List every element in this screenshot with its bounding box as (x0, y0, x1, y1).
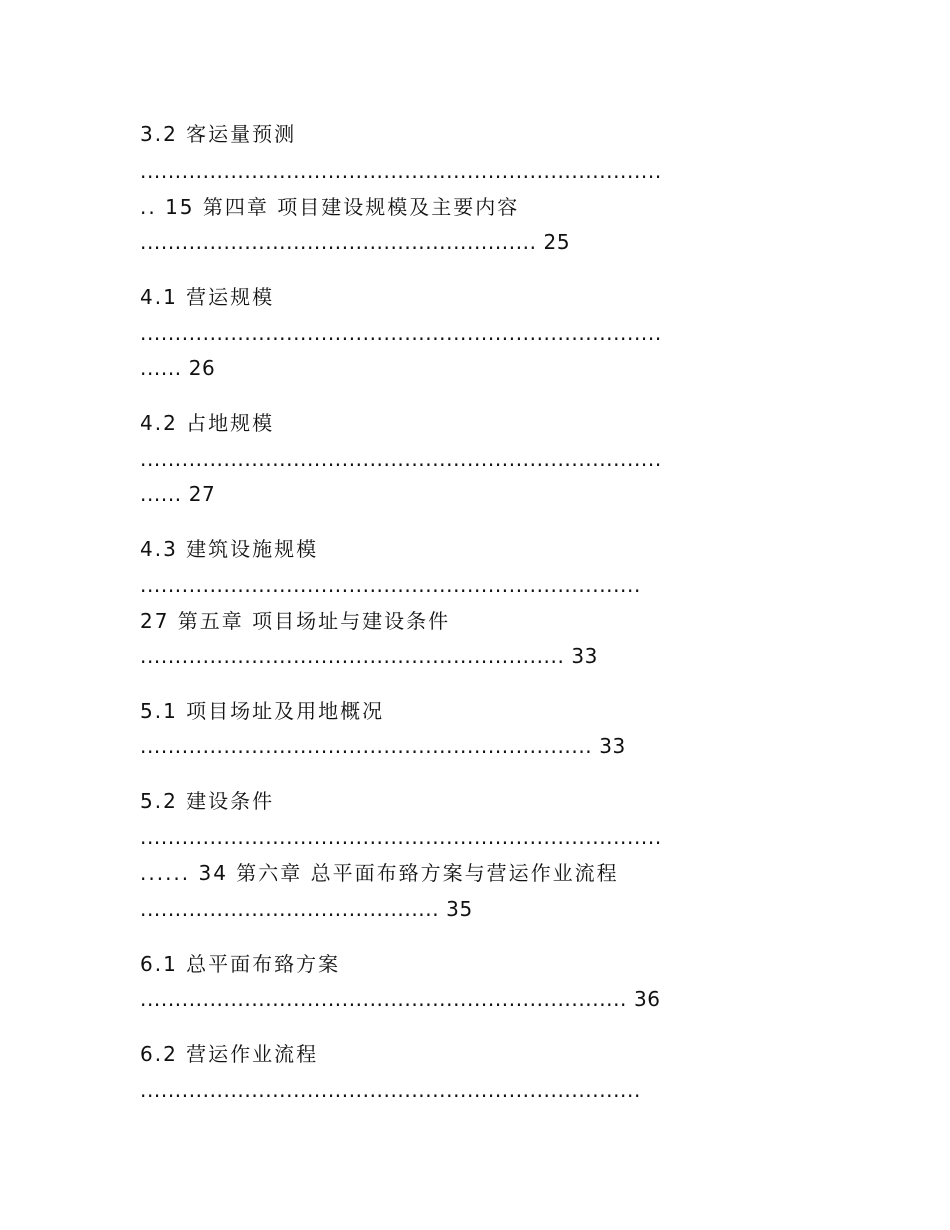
toc-leader-page-26: ...... 26 (140, 356, 216, 380)
toc-leader-page-35: ........................................... 35 (140, 897, 473, 921)
toc-leader-dots: ........................................................................... (140, 825, 662, 849)
toc-entry-3-2-title: 3.2 客运量预测 (140, 122, 297, 146)
toc-leader-dots: ........................................................................ (140, 573, 641, 597)
toc-entry-chapter-5: 27 第五章 项目场址与建设条件 (140, 609, 451, 633)
toc-leader-page-27: ...... 27 (140, 482, 216, 506)
toc-leader-dots: ........................................................................... (140, 321, 662, 345)
toc-entry-4-1-title: 4.1 营运规模 (140, 285, 275, 309)
toc-entry-5-1-title: 5.1 项目场址及用地概况 (140, 699, 385, 723)
toc-leader-dots: ........................................................................... (140, 447, 662, 471)
toc-entry-chapter-6: ...... 34 第六章 总平面布臵方案与营运作业流程 (140, 861, 619, 885)
toc-leader-page-25: ......................................................... 25 (140, 230, 571, 254)
toc-entry-5-2-title: 5.2 建设条件 (140, 789, 275, 813)
toc-entry-chapter-4: .. 15 第四章 项目建设规模及主要内容 (140, 195, 520, 219)
toc-entry-4-3-title: 4.3 建筑设施规模 (140, 537, 319, 561)
toc-leader-page-33: ................................................................. 33 (140, 734, 626, 758)
toc-leader-page-33: ............................................................. 33 (140, 644, 599, 668)
toc-leader-dots: ........................................................................... (140, 159, 662, 183)
toc-entry-4-2-title: 4.2 占地规模 (140, 411, 275, 435)
toc-entry-6-1-title: 6.1 总平面布臵方案 (140, 952, 341, 976)
toc-leader-dots: ........................................................................ (140, 1078, 641, 1102)
toc-leader-page-36: ...................................................................... 36 (140, 987, 661, 1011)
toc-entry-6-2-title: 6.2 营运作业流程 (140, 1042, 319, 1066)
